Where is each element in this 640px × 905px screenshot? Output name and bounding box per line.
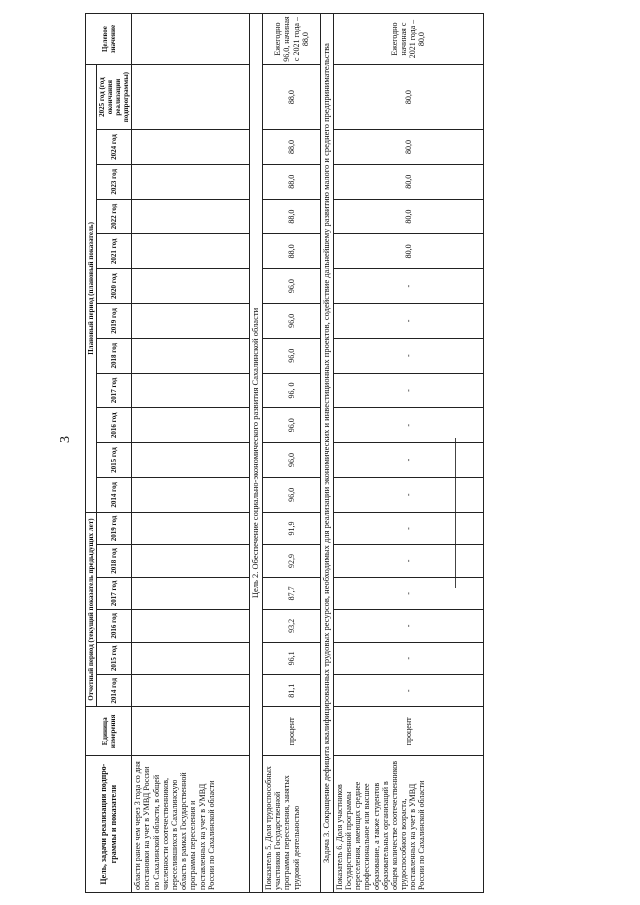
value-cell: -: [333, 338, 483, 373]
value-cell: 88,0: [263, 234, 321, 269]
section-row: [321, 14, 334, 893]
value-cell: [132, 234, 250, 269]
value-cell: -: [333, 577, 483, 609]
page-number: 3: [58, 436, 73, 443]
unit-cell: процент: [333, 707, 483, 756]
value-cell: -: [333, 373, 483, 408]
plan-year-final: 2025 год (год окончания реализации подпрограммы): [97, 65, 132, 130]
value-cell: [132, 443, 250, 478]
header-plan-period: Плановый период (плановый показатель): [86, 65, 97, 513]
value-cell: 80,0: [333, 65, 483, 130]
unit-cell: процент: [263, 707, 321, 756]
plan-year: 2022 год: [97, 199, 132, 234]
value-cell: 80,0: [333, 130, 483, 165]
section-row: [250, 14, 263, 893]
goal-cell: Показатель 5. Доля трудоспособных участников Государственной программы переселения, занятых трудовой деятельностью: [263, 756, 321, 893]
value-cell: -: [333, 675, 483, 707]
indicators-table: [85, 13, 484, 893]
value-cell: 87,7: [263, 577, 321, 609]
value-cell: 93,2: [263, 610, 321, 642]
value-cell: [132, 373, 250, 408]
value-cell: [132, 675, 250, 707]
value-cell: 81,1: [263, 675, 321, 707]
section-goal-2: Цель 2. Обеспечение социально-экономического развития Сахалинской области: [250, 14, 263, 893]
plan-year: 2014 год: [97, 477, 132, 512]
value-cell: 80,0: [333, 199, 483, 234]
report-year: 2016 год: [97, 610, 132, 642]
value-cell: [132, 610, 250, 642]
value-cell: 88,0: [263, 164, 321, 199]
value-cell: [132, 512, 250, 545]
plan-year: 2016 год: [97, 408, 132, 443]
plan-year: 2018 год: [97, 338, 132, 373]
plan-year: 2017 год: [97, 373, 132, 408]
value-cell: -: [333, 269, 483, 304]
value-cell: [132, 338, 250, 373]
header-row-1: [86, 14, 97, 893]
plan-year: 2023 год: [97, 164, 132, 199]
unit-cell: [132, 707, 250, 756]
goal-cell: Показатель 6. Доля участников Государственной программы переселения, имеющих среднее профессиональное или высшее образование, а также студентов образовательных организаций в общем количестве соотечественников трудоспособного возраста, поставленных на учет в УМВД России по Сахалинской области: [333, 756, 483, 893]
value-cell: 91,9: [263, 512, 321, 545]
value-cell: 96, 0: [263, 373, 321, 408]
value-cell: -: [333, 610, 483, 642]
value-cell: [132, 199, 250, 234]
value-cell: [132, 577, 250, 609]
target-cell: [132, 14, 250, 65]
table-row: [263, 14, 321, 893]
value-cell: 96,0: [263, 408, 321, 443]
value-cell: -: [333, 304, 483, 339]
value-cell: 96,1: [263, 642, 321, 674]
value-cell: 80,0: [333, 164, 483, 199]
report-year: 2018 год: [97, 545, 132, 577]
target-cell: Ежегодно начиная с 2021 года – 80,0: [333, 14, 483, 65]
plan-year: 2015 год: [97, 443, 132, 478]
value-cell: 92,9: [263, 545, 321, 577]
value-cell: [132, 304, 250, 339]
value-cell: [132, 65, 250, 130]
value-cell: 96,0: [263, 443, 321, 478]
section-task-3: Задача 3. Сокращение дефицита квалифицированных трудовых ресурсов, необходимых для реализации экономических и инвестиционных проектов, содействие дальнейшему развитию малого и среднего предпринимательства: [321, 14, 334, 893]
value-cell: 96,0: [263, 304, 321, 339]
target-cell: Ежегодно 96,0, начиная с 2021 года – 88,0: [263, 14, 321, 65]
header-report-period: Отчетный период (текущий показатель предыдущих лет): [86, 512, 97, 707]
value-cell: [132, 164, 250, 199]
value-cell: -: [333, 545, 483, 577]
value-cell: [132, 477, 250, 512]
goal-cell: области ранее чем через 3 года со дня постановки на учет в УМВД России по Сахалинской области, в общей численности соотечественников, переселившихся в Сахалинскую область в рамках Государственной программы переселения и поставленных на учет в УМВД России по Сахалинской области: [132, 756, 250, 893]
value-cell: [132, 130, 250, 165]
value-cell: -: [333, 443, 483, 478]
rotated-table-container: [85, 13, 545, 893]
value-cell: 96,0: [263, 477, 321, 512]
plan-year: 2021 год: [97, 234, 132, 269]
report-year: 2019 год: [97, 512, 132, 545]
value-cell: 88,0: [263, 199, 321, 234]
value-cell: [132, 408, 250, 443]
report-year: 2017 год: [97, 577, 132, 609]
value-cell: [132, 642, 250, 674]
table-row: [333, 14, 483, 893]
plan-year: 2020 год: [97, 269, 132, 304]
value-cell: [132, 545, 250, 577]
header-unit: Единица измерения: [86, 707, 132, 756]
value-cell: -: [333, 642, 483, 674]
value-cell: 88,0: [263, 65, 321, 130]
header-target: Целевое значение: [86, 14, 132, 65]
table-row: [132, 14, 250, 893]
value-cell: -: [333, 512, 483, 545]
report-year: 2015 год: [97, 642, 132, 674]
value-cell: -: [333, 477, 483, 512]
plan-year: 2024 год: [97, 130, 132, 165]
value-cell: 80,0: [333, 234, 483, 269]
value-cell: -: [333, 408, 483, 443]
value-cell: 96,0: [263, 269, 321, 304]
value-cell: [132, 269, 250, 304]
header-goal: Цель, задачи реализации подпро-граммы и показатели: [86, 756, 132, 893]
value-cell: 96,0: [263, 338, 321, 373]
report-year: 2014 год: [97, 675, 132, 707]
plan-year: 2019 год: [97, 304, 132, 339]
value-cell: 88,0: [263, 130, 321, 165]
